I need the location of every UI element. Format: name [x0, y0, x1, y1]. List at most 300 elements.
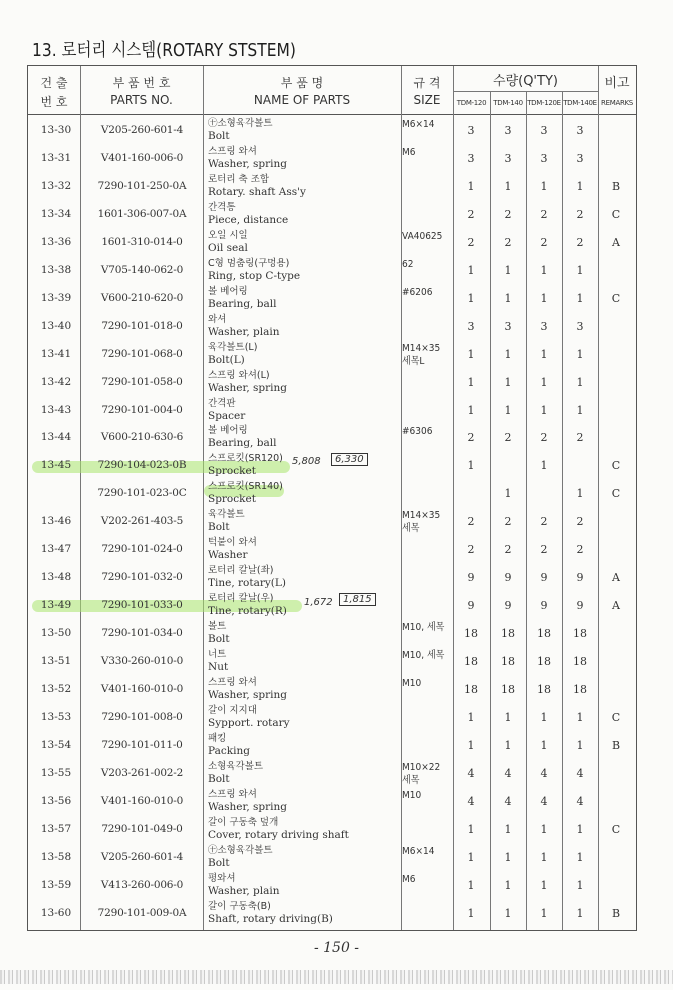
table-row: [28, 733, 636, 761]
part-name-en: Tine, rotary(L): [208, 577, 286, 590]
header-remarks: REMARKS: [601, 99, 633, 107]
header-model: TDM-120E: [527, 99, 561, 107]
qty-tdm140e: 9: [576, 599, 584, 613]
part-name: [208, 704, 290, 730]
part-number: V330-260-010-0: [100, 655, 184, 668]
table-row: [28, 370, 636, 398]
qty-tdm120e: 2: [540, 207, 548, 221]
part-name-kr: 육각볼트(L): [208, 341, 258, 353]
part-number: V205-260-601-4: [100, 124, 184, 136]
part-name-kr: 턱붙이 와셔: [208, 537, 257, 549]
part-size: [402, 509, 440, 535]
part-number: V413-260-006-0: [100, 878, 184, 891]
part-number: V401-160-010-0: [100, 683, 184, 695]
header-size-kr: 규 격: [413, 76, 441, 90]
part-name: [208, 536, 257, 562]
part-name-en: Rotary. shaft Ass'y: [208, 185, 306, 198]
qty-tdm140: 2: [504, 235, 512, 249]
qty-tdm120: 3: [467, 124, 475, 137]
part-size: [402, 845, 434, 858]
qty-tdm120: 2: [467, 543, 475, 557]
part-number: V401-160-006-0: [100, 151, 184, 164]
qty-tdm140e: 1: [576, 850, 584, 864]
remarks: B: [611, 906, 621, 920]
part-number: V600-210-620-0: [100, 291, 184, 304]
header-size: SIZE: [413, 93, 441, 107]
part-name: [208, 201, 288, 227]
row-no: 13-59: [40, 878, 72, 891]
table-row: [28, 481, 636, 509]
part-name-en: Bolt: [208, 633, 230, 646]
part-name-en: Washer, spring: [208, 689, 288, 701]
qty-tdm120e: 1: [540, 906, 548, 920]
qty-tdm120: 2: [467, 431, 475, 445]
qty-tdm140: 4: [504, 794, 512, 808]
row-no: 13-43: [40, 403, 72, 416]
qty-tdm120: 3: [467, 319, 475, 333]
row-no: 13-57: [40, 822, 72, 835]
qty-tdm140: 1: [504, 179, 512, 193]
qty-tdm140e: 18: [573, 683, 587, 696]
qty-tdm140: 1: [504, 850, 512, 864]
qty-tdm140e: 4: [576, 794, 584, 808]
part-name: [208, 257, 300, 283]
part-number: V205-260-601-4: [100, 850, 184, 863]
part-number: 7290-101-058-0: [101, 375, 183, 388]
part-name-kr: 스프로킷(SR120): [208, 453, 283, 465]
row-no: 13-42: [40, 375, 72, 388]
qty-tdm140: 18: [501, 683, 515, 696]
remarks: B: [611, 738, 621, 752]
table-row: [28, 509, 636, 537]
part-name-en: Washer, spring: [208, 800, 288, 813]
row-no: 13-56: [40, 794, 72, 807]
table-row: [28, 873, 636, 901]
row-no: 13-38: [40, 263, 72, 276]
qty-tdm120e: 1: [540, 403, 548, 417]
qty-tdm120: 9: [467, 571, 475, 585]
table-row: [28, 398, 636, 426]
table-row: [28, 565, 636, 593]
qty-tdm120e: 2: [540, 235, 548, 249]
part-name: [208, 397, 245, 423]
qty-tdm120: 1: [467, 906, 475, 920]
qty-tdm120e: 1: [540, 738, 548, 752]
part-name-en: Sprocket: [208, 465, 256, 478]
qty-tdm120e: 1: [540, 263, 548, 277]
part-size: [402, 230, 442, 243]
qty-tdm140e: 2: [576, 431, 584, 445]
part-number: 1601-310-014-0: [101, 235, 183, 248]
page-title: 13. 로터리 시스템(ROTARY STSTEM): [32, 40, 296, 61]
qty-tdm120: 3: [467, 151, 475, 165]
qty-tdm120e: 18: [537, 655, 551, 669]
handwritten-price: 1,672: [304, 597, 333, 608]
part-number: V705-140-062-0: [100, 263, 184, 276]
part-number: V600-210-630-6: [100, 431, 184, 444]
header-divider: [28, 114, 636, 115]
qty-tdm120e: 18: [537, 683, 551, 696]
qty-tdm140e: 2: [576, 235, 584, 249]
qty-tdm120: 4: [467, 766, 475, 780]
part-name-kr: 볼 베어링: [208, 425, 248, 437]
qty-tdm120e: 3: [540, 319, 548, 333]
size-value: M14×35: [402, 510, 441, 522]
row-no: 13-34: [40, 207, 72, 220]
part-name-kr: 갈이 구동축(B): [208, 900, 271, 912]
part-name-en: Piece, distance: [208, 213, 289, 226]
qty-tdm140e: 1: [576, 487, 584, 501]
part-name-en: Spacer: [208, 409, 246, 422]
qty-tdm120: 18: [464, 655, 478, 669]
header-remarks-kr: 비고: [604, 76, 630, 91]
qty-tdm120: 1: [467, 375, 475, 389]
remarks: C: [611, 459, 621, 473]
part-name-kr: 스프로킷(SR140): [208, 481, 283, 493]
qty-tdm120: 2: [467, 207, 475, 221]
qty-tdm140e: 18: [573, 655, 587, 669]
qty-tdm140e: 3: [576, 151, 584, 165]
qty-tdm120e: 1: [540, 710, 548, 724]
size-value: M14×35: [402, 342, 441, 354]
qty-tdm120: 1: [467, 738, 475, 752]
part-name-kr: 스프링 와셔(L): [208, 369, 270, 381]
table-row: [28, 677, 636, 705]
qty-tdm120e: 1: [540, 347, 548, 361]
part-name-kr: 로터리 칼날(좌): [208, 565, 274, 577]
qty-tdm140: 1: [504, 878, 512, 892]
part-number: V203-261-002-2: [100, 766, 184, 779]
size-value: M6: [402, 873, 416, 885]
part-name-kr: 갈이 지지대: [208, 704, 257, 716]
row-no: 13-60: [40, 906, 72, 919]
part-size: [402, 286, 432, 299]
size-note: 세목: [402, 774, 420, 786]
row-no: 13-51: [40, 655, 72, 668]
table-row: [28, 425, 636, 453]
part-size: [402, 761, 440, 787]
part-number: 7290-101-009-0A: [97, 906, 187, 919]
part-name: [208, 676, 287, 702]
qty-tdm120: 1: [467, 459, 475, 473]
qty-tdm120e: 1: [540, 850, 548, 864]
qty-tdm140: 4: [504, 766, 512, 780]
qty-tdm120e: 9: [540, 571, 548, 585]
header-model: TDM-140E: [563, 99, 597, 107]
row-no: 13-41: [40, 347, 72, 360]
part-name-en: Cover, rotary driving shaft: [208, 828, 349, 841]
table-row: [28, 537, 636, 565]
part-name: [208, 424, 276, 450]
part-size: [402, 677, 421, 690]
size-value: M10: [402, 678, 422, 689]
row-no: 13-30: [40, 124, 72, 136]
row-no: 13-52: [40, 683, 72, 695]
table-row: [28, 342, 636, 370]
qty-tdm120: 18: [464, 683, 478, 696]
qty-tdm120e: 1: [540, 878, 548, 892]
size-value: M6: [402, 146, 416, 158]
qty-tdm140e: 1: [576, 403, 584, 417]
header-qty: 수량(Q'TY): [493, 74, 558, 89]
qty-tdm120: 1: [467, 710, 475, 724]
part-name-kr: 오일 시일: [208, 229, 248, 241]
part-name-en: Bolt(L): [208, 353, 245, 366]
qty-tdm120e: 1: [540, 179, 548, 193]
qty-tdm120e: 9: [540, 599, 548, 613]
part-number: 7290-101-049-0: [101, 822, 183, 835]
part-name: [208, 872, 280, 898]
table-row: [28, 146, 636, 174]
row-no: 13-58: [40, 850, 72, 863]
handwritten-boxed-price: 6,330: [331, 453, 368, 466]
row-no: 13-50: [40, 627, 72, 640]
remarks: C: [611, 487, 621, 501]
qty-tdm120: 1: [467, 850, 475, 864]
qty-tdm120: 2: [467, 515, 475, 529]
qty-tdm140e: 4: [576, 766, 584, 780]
part-number: 7290-101-008-0: [101, 710, 183, 723]
part-number: 7290-101-032-0: [101, 571, 183, 584]
part-name-kr: 스프링 와셔: [208, 788, 257, 800]
qty-tdm120: 1: [467, 291, 475, 305]
qty-tdm120e: 1: [540, 822, 548, 836]
qty-tdm120: 9: [467, 599, 475, 613]
remarks: C: [611, 822, 621, 836]
part-name: [208, 760, 263, 786]
remarks: C: [611, 291, 621, 305]
part-name-en: Washer, plain: [208, 884, 280, 897]
qty-tdm120e: 3: [540, 151, 548, 165]
part-name-kr: 스프링 와셔: [208, 677, 257, 688]
qty-tdm120e: 2: [540, 515, 548, 529]
part-number: 7290-101-033-0: [101, 599, 183, 612]
remarks: B: [611, 179, 621, 193]
header-no-kr: 건 출: [40, 76, 68, 90]
part-name-en: Ring, stop C-type: [208, 269, 301, 282]
part-name-en: Bolt: [208, 772, 230, 785]
remarks: A: [612, 599, 620, 613]
table-row: [28, 901, 636, 929]
part-size: [402, 621, 444, 634]
part-number: 7290-104-023-0B: [97, 459, 187, 472]
part-number: V401-160-010-0: [100, 794, 184, 807]
part-size: [402, 873, 416, 886]
part-size: [402, 649, 444, 662]
part-name-en: Bolt: [208, 856, 230, 869]
qty-tdm140e: 18: [573, 627, 587, 641]
qty-tdm120e: 3: [540, 124, 548, 137]
qty-tdm120: 1: [467, 263, 475, 277]
part-name: [208, 369, 287, 395]
scan-edge: [0, 970, 673, 984]
part-name-en: Washer, plain: [208, 325, 280, 338]
qty-tdm140e: 1: [576, 263, 584, 277]
qty-tdm140: 2: [504, 207, 512, 221]
part-name: [208, 592, 287, 618]
qty-tdm140e: 2: [576, 515, 584, 529]
part-name-en: Oil seal: [208, 241, 248, 254]
part-name: [208, 229, 248, 255]
row-no: 13-47: [40, 543, 72, 556]
qty-tdm140: 1: [504, 291, 512, 305]
part-number: 1601-306-007-0A: [97, 207, 187, 220]
part-name: [208, 900, 333, 926]
table-row: [28, 258, 636, 286]
qty-tdm140e: 1: [576, 906, 584, 920]
qty-tdm120: 1: [467, 403, 475, 417]
remarks: A: [612, 235, 620, 249]
part-name-en: Bolt: [208, 521, 230, 534]
qty-tdm140: 9: [504, 571, 512, 585]
part-name: [208, 480, 283, 506]
part-name-en: Nut: [208, 661, 229, 674]
qty-tdm120: 18: [464, 627, 478, 641]
part-name-kr: 로터리 축 조합: [208, 173, 270, 185]
part-name-en: Sypport. rotary: [208, 716, 290, 729]
qty-tdm140e: 2: [576, 207, 584, 221]
part-name-en: Bearing, ball: [208, 437, 277, 450]
part-name-en: Washer, spring: [208, 381, 288, 394]
qty-tdm120e: 4: [540, 766, 548, 780]
part-name-kr: 간격판: [208, 397, 236, 409]
size-note: 세목: [402, 523, 420, 535]
part-name: [208, 620, 230, 646]
part-name-kr: 갈이 구동축 덮개: [208, 816, 279, 828]
part-number: 7290-101-023-0C: [97, 487, 187, 500]
part-number: 7290-101-018-0: [101, 319, 183, 332]
part-number: 7290-101-004-0: [101, 403, 183, 416]
part-name-kr: 평와셔: [208, 872, 236, 884]
qty-tdm140e: 1: [576, 375, 584, 389]
header-name: NAME OF PARTS: [253, 93, 351, 107]
qty-tdm140e: 3: [576, 124, 584, 137]
row-no: 13-45: [40, 459, 72, 472]
qty-tdm120: 2: [467, 235, 475, 249]
part-name-en: Bolt: [208, 130, 230, 142]
part-name-kr: 간격통: [208, 201, 236, 213]
qty-tdm140e: 1: [576, 822, 584, 836]
header-parts-no-kr: 부 품 번 호: [112, 76, 171, 90]
table-row: [28, 230, 636, 258]
size-value: M10, 세목: [402, 622, 445, 634]
table-row: [28, 202, 636, 230]
qty-tdm140: 3: [504, 151, 512, 165]
part-name: [208, 173, 306, 199]
qty-tdm120: 1: [467, 179, 475, 193]
part-size: [402, 789, 421, 802]
part-name-en: Bearing, ball: [208, 297, 277, 310]
table-row: [28, 789, 636, 817]
qty-tdm140: 1: [504, 375, 512, 389]
part-name-kr: 패킹: [208, 732, 227, 744]
qty-tdm120e: 18: [537, 627, 551, 641]
qty-tdm140e: 1: [576, 179, 584, 193]
part-name: [208, 285, 276, 311]
table-row: [28, 118, 636, 146]
remarks: A: [612, 571, 620, 585]
part-name: [208, 145, 287, 171]
part-name-kr: 육각볼트: [208, 509, 245, 521]
size-value: M10, 세목: [402, 650, 445, 662]
qty-tdm120e: 2: [540, 431, 548, 445]
header-parts-no: PARTS NO.: [110, 93, 173, 107]
qty-tdm140e: 9: [576, 571, 584, 585]
part-size: [402, 425, 432, 438]
part-size: [402, 146, 416, 159]
qty-tdm120e: 1: [540, 459, 548, 473]
part-name-kr: 너트: [208, 649, 227, 661]
qty-tdm140: 2: [504, 431, 512, 445]
qty-tdm120: 1: [467, 347, 475, 361]
size-value: M6×14: [402, 845, 435, 857]
row-no: 13-44: [40, 431, 72, 444]
handwritten-price: 5,808: [292, 456, 321, 467]
size-note: 세목L: [402, 355, 425, 367]
part-name: [208, 732, 250, 758]
handwritten-boxed-price: 1,815: [339, 593, 376, 606]
part-name-en: Washer: [208, 549, 248, 562]
qty-tdm120e: 4: [540, 794, 548, 808]
remarks: C: [611, 710, 621, 724]
qty-tdm120: 4: [467, 794, 475, 808]
part-name-kr: C형 멈춤링(구멍용): [208, 257, 290, 269]
part-name: [208, 648, 228, 674]
table-row: [28, 174, 636, 202]
table-row: [28, 705, 636, 733]
qty-tdm140: 18: [501, 627, 515, 641]
size-value: #6206: [402, 286, 433, 298]
part-name: [208, 816, 349, 842]
page-number: - 150 -: [313, 940, 360, 956]
remarks: C: [611, 207, 621, 221]
part-name: [208, 313, 280, 339]
row-no: 13-32: [40, 179, 72, 192]
qty-tdm140: 1: [504, 738, 512, 752]
part-name: [208, 117, 273, 143]
part-name-kr: 스프링 와셔: [208, 145, 257, 157]
qty-tdm140e: 3: [576, 319, 584, 333]
row-no: 13-46: [40, 515, 72, 528]
size-value: VA40625: [402, 230, 443, 242]
qty-tdm120e: 1: [540, 291, 548, 305]
part-number: 7290-101-011-0: [101, 738, 183, 751]
row-no: 13-40: [40, 319, 72, 332]
size-value: 62: [402, 258, 414, 270]
size-value: #6306: [402, 426, 433, 438]
part-name-kr: 와셔: [208, 313, 227, 325]
part-number: 7290-101-250-0A: [97, 179, 187, 192]
table-row: [28, 649, 636, 677]
qty-tdm140: 1: [504, 710, 512, 724]
part-name: [208, 844, 273, 870]
table-row: [28, 621, 636, 649]
qty-tdm140e: 1: [576, 710, 584, 724]
qty-tdm140: 2: [504, 515, 512, 529]
part-name-en: Tine, rotary(R): [208, 605, 287, 618]
row-no: 13-48: [40, 571, 72, 584]
size-value: M10×22: [402, 761, 441, 773]
qty-tdm120e: 2: [540, 543, 548, 557]
part-name: [208, 508, 245, 534]
qty-tdm140: 1: [504, 822, 512, 836]
qty-tdm140: 1: [504, 906, 512, 920]
part-name-en: Shaft, rotary driving(B): [208, 912, 333, 925]
row-no: 13-53: [40, 710, 72, 723]
part-size: [402, 118, 434, 131]
part-name-kr: ㊉소형육각볼트: [208, 844, 273, 856]
part-number: 7290-101-068-0: [101, 347, 183, 360]
